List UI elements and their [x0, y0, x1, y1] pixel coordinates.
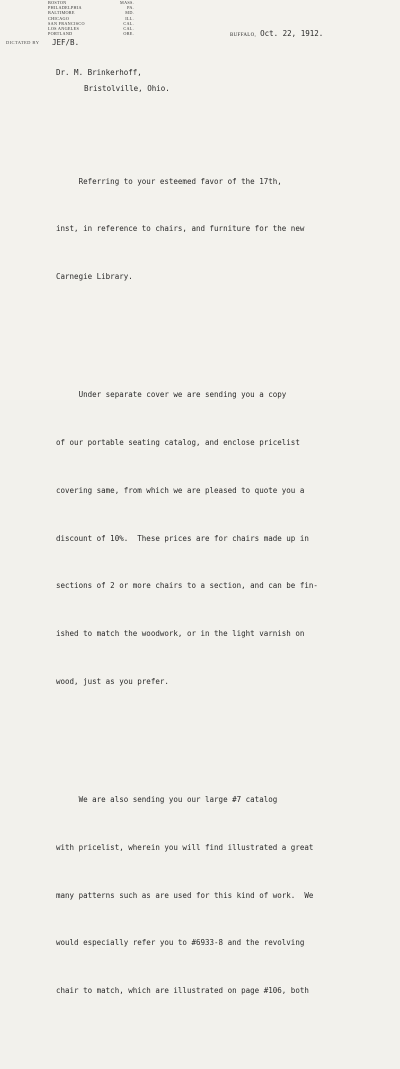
text-line: We are also sending you our large #7 catalog [56, 795, 278, 805]
text-line: of our portable seating catalog, and enclose pricelist [56, 438, 300, 448]
office-row: PHILADELPHIA PA. [48, 5, 134, 11]
office-row: CHICAGO ILL. [48, 15, 134, 21]
text-line: would especially refer you to #6933-8 and the revolving [56, 938, 305, 948]
text-line: Referring to your esteemed favor of the 17th, [56, 176, 282, 186]
text-line: with pricelist, wherein you will find illustrated a great [56, 842, 314, 852]
text-line: chair to match, which are illustrated on page #106, both [56, 985, 309, 995]
text-line: Under separate cover we are sending you a copy [56, 390, 287, 400]
letterhead-office-list [48, 0, 134, 36]
text-line: inst, in reference to chairs, and furniture for the new [56, 224, 305, 234]
office-row: BOSTON MASS. [48, 0, 134, 5]
recipient-place: Bristolville, Ohio. [84, 84, 170, 93]
paragraph [56, 142, 386, 317]
dictated-by-label: DICTATED BY [6, 40, 40, 45]
office-row: BALTIMORE MD. [48, 10, 134, 16]
paragraph [56, 356, 386, 722]
text-line: ished to match the woodwork, or in the light varnish on [56, 629, 305, 638]
letter-date: Oct. 22, 1912. [260, 29, 324, 38]
text-line: wood, just as you prefer. [56, 676, 169, 686]
dateline-city: BUFFALO, [230, 33, 257, 38]
recipient-name: Dr. M. Brinkerhoff, [56, 68, 142, 77]
dateline [230, 29, 323, 38]
text-line: many patterns such as are used for this kind of work. We [56, 890, 314, 900]
letter-body [56, 110, 386, 1069]
office-row: LOS ANGELES CAL. [48, 26, 134, 32]
text-line: Carnegie Library. [56, 272, 133, 282]
text-line: sections of 2 or more chairs to a section, and can be fin- [56, 581, 318, 591]
paragraph [56, 760, 386, 1030]
typist-initials: JEF/B. [52, 38, 80, 47]
text-line: discount of 10%. These prices are for chairs made up in [56, 533, 309, 543]
text-line: covering same, from which we are pleased to quote you a [56, 485, 305, 495]
office-row: PORTLAND ORE. [48, 31, 134, 37]
office-row: SAN FRANCISCO CAL. [48, 20, 134, 26]
